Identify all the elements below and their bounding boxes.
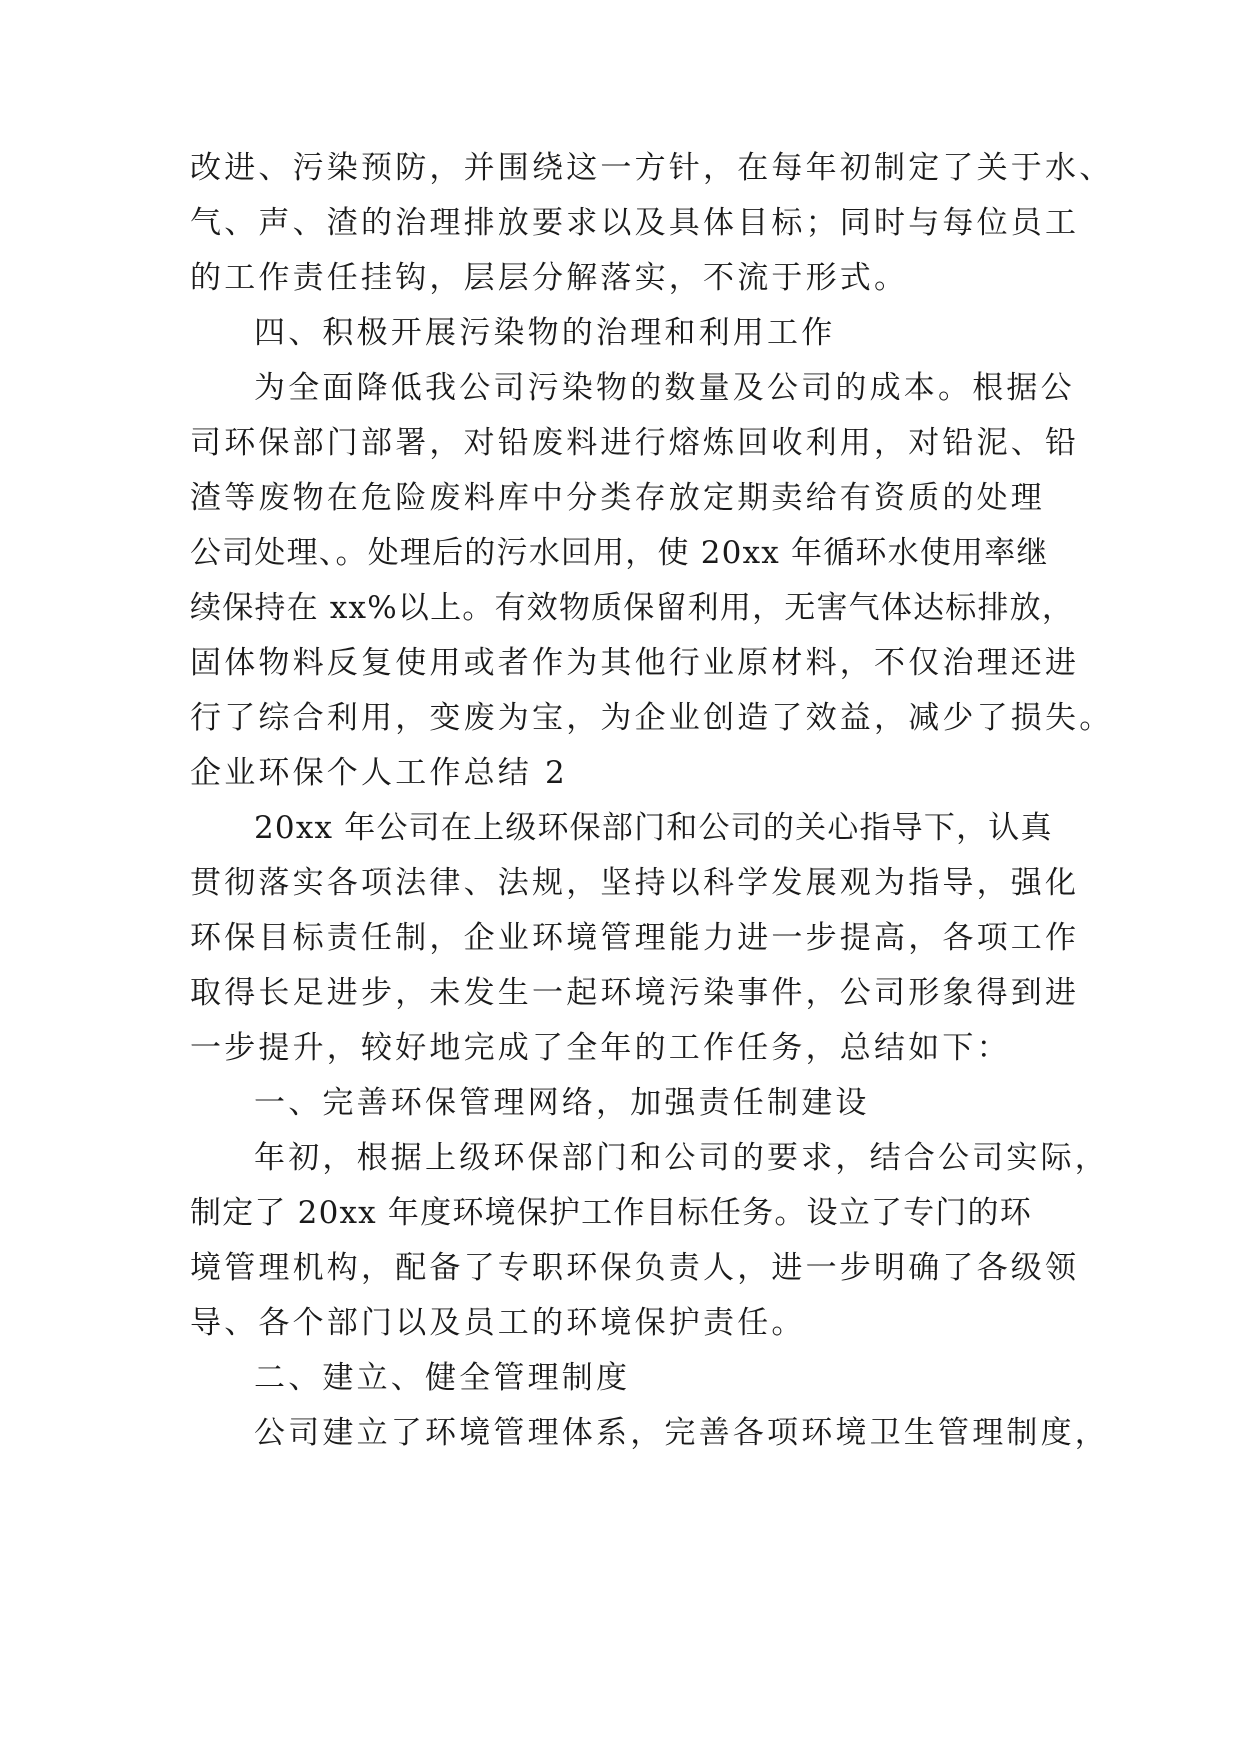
- section-heading: 二、建立、健全管理制度: [254, 1360, 631, 1396]
- text-line: 行了综合利用，变废为宝，为企业创造了效益，减少了损失。: [190, 700, 1114, 736]
- section-heading: 一、完善环保管理网络，加强责任制建设: [254, 1085, 870, 1121]
- text-line: 气、声、渣的治理排放要求以及具体目标；同时与每位员工: [190, 205, 1080, 241]
- text-line: 境管理机构，配备了专职环保负责人，进一步明确了各级领: [190, 1250, 1080, 1286]
- text-line: 导、各个部门以及员工的环境保护责任。: [190, 1305, 806, 1341]
- text-line: 的工作责任挂钩，层层分解落实，不流于形式。: [190, 260, 909, 296]
- text-line: 为全面降低我公司污染物的数量及公司的成本。根据公: [254, 370, 1075, 406]
- text-line: 一步提升，较好地完成了全年的工作任务，总结如下：: [190, 1030, 1011, 1066]
- text-line: 贯彻落实各项法律、法规，坚持以科学发展观为指导，强化: [190, 865, 1080, 901]
- text-line: 续保持在 xx%以上。有效物质保留利用，无害气体达标排放，: [190, 590, 1075, 626]
- text-line: 20xx 年公司在上级环保部门和公司的关心指导下，认真: [254, 810, 1053, 846]
- text-line: 公司建立了环境管理体系，完善各项环境卫生管理制度，: [254, 1415, 1109, 1451]
- text-line: 渣等废物在危险废料库中分类存放定期卖给有资质的处理: [190, 480, 1045, 516]
- text-line: 改进、污染预防，并围绕这一方针，在每年初制定了关于水、: [190, 150, 1114, 186]
- text-line: 固体物料反复使用或者作为其他行业原材料，不仅治理还进: [190, 645, 1080, 681]
- text-line: 年初，根据上级环保部门和公司的要求，结合公司实际，: [254, 1140, 1109, 1176]
- article-title: 企业环保个人工作总结 2: [190, 755, 568, 791]
- text-line: 司环保部门部署，对铅废料进行熔炼回收利用，对铅泥、铅: [190, 425, 1080, 461]
- text-line: 公司处理、。处理后的污水回用，使 20xx 年循环水使用率继: [190, 535, 1049, 571]
- text-line: 环保目标责任制，企业环境管理能力进一步提高，各项工作: [190, 920, 1080, 956]
- text-line: 取得长足进步，未发生一起环境污染事件，公司形象得到进: [190, 975, 1080, 1011]
- text-line: 制定了 20xx 年度环境保护工作目标任务。设立了专门的环: [190, 1195, 1032, 1231]
- section-heading: 四、积极开展污染物的治理和利用工作: [254, 315, 836, 351]
